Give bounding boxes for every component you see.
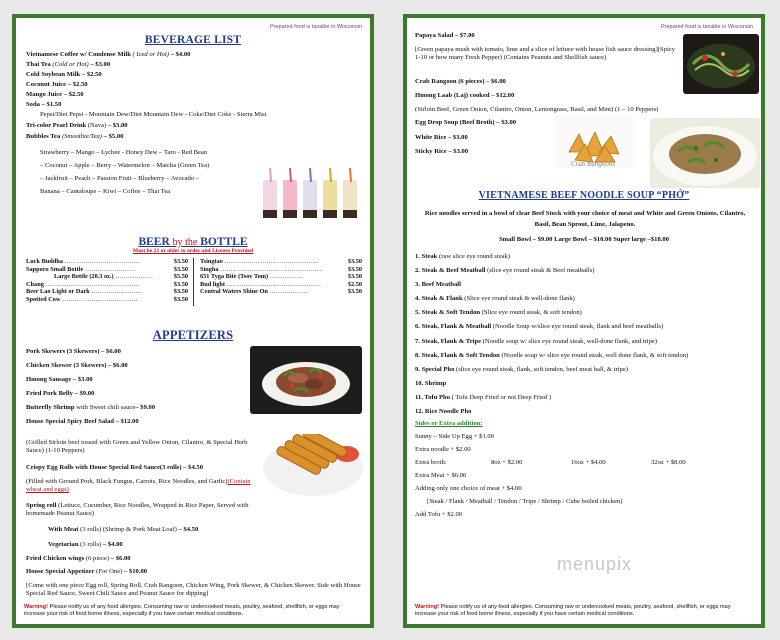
list-item: 12. Rice Noodle Pho [415, 408, 472, 416]
list-item: Chicken Skewer (3 Skewers) – $6.00 [26, 362, 128, 369]
bubble-flavors: Strawberry – Mango – Lychee - Honey Dew – Taro - Red Bean – Coconut – Apple – Berry – Watermelon – Matcha (Green Tea) – Jackfruit – Peach – Passion Fruit – Blueberry – Avocado – Banana – Cantaloupe – Kiwi – Coffee – Thai Tea [40, 149, 210, 195]
list-item: 8. Steak, Flank & Soft Tendon (Noodle soup w/ slice eye round steak, well done flank, & soft tendon) [415, 351, 689, 359]
list-item: 7. Steak, Flank & Tripe (Noodle soup w/ slice eye round steak, well-done flank, and tripe) [415, 337, 658, 345]
list-item: Adding only one choice of meat + $4.00 [415, 485, 522, 492]
list-item: 3. Beef Meatball [415, 281, 461, 289]
beer-list-left [26, 258, 188, 304]
beverage-title: BEVERAGE LIST [144, 34, 242, 46]
laab-item: Hmong Laab (Laj) cooked – $12.00 [415, 92, 515, 99]
list-item: Beer Lao Light or Dark …………………… $3.50 [26, 288, 188, 296]
list-item: Luck Buddha ……………………………… $3.50 [26, 258, 188, 265]
list-item: Singha …………………………………………. $3.50 [200, 265, 362, 273]
list-item: Fried Pork Belly – $9.00 [26, 390, 95, 397]
allergy-warning: Warning! Please notify us of any food allergies. Consuming raw or undercooked meats, poultry, seafood, shellfish, or eggs may increase your risk of food borne illness, especially if you have certain medical conditions. [415, 604, 731, 617]
list-item: Coconut Juice – $2.50 [26, 81, 88, 88]
list-item: Large Bottle (20.3 oz.) ……………… $5.50 [54, 273, 188, 281]
special-appetizer-desc: [Come with one piece Egg roll, Spring Roll, Crab Rangoon, Chicken Wing, Pork Skewer, & Chicken Skewer. Side with House Special Red Sauce, Sweet Chili Sauce and Peanut Sauce for dipping] [26, 582, 361, 597]
list-item: Sapporo Small Bottle …………………… $3.50 [26, 265, 188, 273]
list-item: Central Waters Shine On ……………… $3.50 [200, 288, 362, 296]
list-item: Thai Tea (Cold or Hot) – $3.00 [26, 61, 111, 68]
list-item: Sunny – Side Up Egg + $1.00 [415, 433, 494, 440]
menu-page-left [12, 14, 374, 628]
appetizers-title: APPETIZERS [152, 328, 234, 342]
beef-salad-desc: (Grilled Sirloin beef tossed with Green and Yellow Onion, Cilantro, & Special Herb Sauce) (1-10 Peppers) [26, 439, 248, 454]
list-item: 9. Special Pho (slice eye round steak, flank, soft tendon, beef meat ball, & tripe) [415, 365, 628, 373]
list-item: Vietnamese Coffee w/ Condense Milk ( Iced or Hot) – $4.00 [26, 51, 191, 58]
list-item: Spotted Cow ……………………………… $3.50 [26, 295, 188, 303]
papaya-item: Papaya Salad – $7.00 [415, 32, 475, 39]
list-item: Extra noodle + $2.00 [415, 446, 471, 453]
soda-list: Pepsi/Diet Pepsi - Mountain Dew/Diet Mountain Dew - Coke/Diet Coke - Sierra Mist [40, 111, 267, 118]
list-item: Mango Juice – $2.50 [26, 91, 84, 98]
white-rice-item: White Rice – $3.00 [415, 134, 468, 141]
pho-list [415, 250, 759, 419]
appetizers-title-wrap [16, 328, 370, 343]
egg-rolls-photo [261, 434, 365, 498]
sides-title: Sides or Extra addition: [415, 420, 483, 427]
list-item: Butterfly Shrimp with Sweet chili sauce– $9.00 [26, 404, 156, 411]
pho-title: VIETNAMESE BEEF NOODLE SOUP “PHỞ” [478, 190, 690, 201]
list-item: Extra Meat + $6.00 [415, 472, 467, 479]
list-item: 2. Steak & Beef Meatball (slice eye round steak & Beef meatballs) [415, 267, 595, 275]
egg-roll-desc: (Filled with Ground Pork, Black Fungus, Carrots, Rice Noodles, and Garlic)(Contain wheat and eggs) [26, 478, 251, 493]
list-item: Hmong Sausage – $3.00 [26, 376, 93, 383]
pho-intro: Rice noodles served in a bowl of clear Beef Stock with your choice of meat and White and Green Onions, Cilantro, Basil, Bean Sprout, Lime, Jalapeno. [424, 210, 746, 228]
laab-desc: (Sirloin Beef, Green Onion, Cilantro, Onion, Lemongrass, Basil, and Mint) (1 – 10 Peppers) [415, 106, 659, 113]
bubble-tea-photo [259, 166, 367, 224]
beer-subtitle: Must be 21 or older to order and License Provided [132, 248, 254, 254]
spring-roll-veg: Vegetarian (3 rolls) – $4.00 [48, 541, 123, 548]
list-item: Bubbles Tea (Smoothie/Tea) – $5.00 [26, 133, 124, 140]
list-item: Tsingtao ……………………………………… $3.50 [200, 258, 362, 265]
egg-roll-allergen: (Contain wheat and eggs) [26, 478, 251, 493]
list-item: 4. Steak & Flank (Slice eye round steak & well-done flank) [415, 295, 575, 303]
list-item: Chang ……………………………………… $3.50 [26, 280, 188, 288]
pho-sizes: Small Bowl – $9.00 Large Bowl – $10.00 Super large –$18.00 [498, 236, 670, 243]
sticky-rice-item: Sticky Rice – $3.00 [415, 148, 469, 155]
special-appetizer-item: House Special Appetizer (For One) – $10.00 [26, 568, 148, 575]
wings-item: Fried Chicken wings (6 piece) – $6.00 [26, 555, 131, 562]
list-item: 651 Tyga Bite (Tsov Tom) ……………. $3.50 [200, 273, 362, 281]
list-item: 1. Steak (raw slice eye round steak) [415, 253, 511, 260]
list-item: 11. Tofu Pho ( Tofu Deep Fried or not Deep Fried ) [415, 393, 552, 401]
spring-roll-item: Spring roll (Lettuce, Cucumber, Rice Noodles, Wrapped in Rice Paper, Served with homemade Peanut Sauce) [26, 502, 249, 517]
list-item: Pork Skewers (3 Skewers) – $6.00 [26, 348, 121, 355]
beef-salad-photo [250, 346, 362, 414]
allergy-warning: Warning! Please notify us of any food allergies. Consuming raw or undercooked meats, poultry, seafood, shellfish, or eggs may increase your risk of food borne illness, especially if you have certain medical conditions. [24, 604, 340, 617]
list-item: Add Tofu + $2.00 [415, 511, 463, 518]
appetizers-list [26, 348, 264, 426]
list-item: 5. Steak & Soft Tendon (Slice eye round steak, & soft tendon) [415, 309, 582, 317]
papaya-salad-photo [683, 34, 759, 94]
egg-drop-item: Egg Drop Soup (Beef Broth) – $3.00 [415, 119, 517, 126]
list-item: Soda – $1.50 [26, 101, 62, 108]
list-item: Cold Soybean Milk – $2.50 [26, 71, 102, 78]
papaya-desc: [Green papaya mush with tomato, lime and a slice of lettuce with house fish sauce dressing](Spicy 1-10 or how many Fresh Pepper) (Contains Peanuts and Shellfish sauce) [415, 46, 676, 61]
crab-rangoon-caption: Crab Rangoons [571, 160, 616, 168]
menu-page-right [403, 14, 765, 628]
watermark: menupix [557, 554, 633, 574]
list-item: 10. Shrimp [415, 379, 447, 387]
list-item: Bud light ……………………………………… $2.50 [200, 280, 362, 288]
egg-roll-item: Crispy Egg Rolls with House Special Red Sauce(3 rolls) – $4.50 [26, 464, 204, 471]
crab-rangoon-photo [555, 116, 635, 168]
beer-title: BEER by the BOTTLE [138, 236, 248, 248]
beer-section-header [16, 236, 370, 254]
tax-note: Prepared food is taxable in Wisconsin [269, 24, 362, 30]
crab-rangoon-item: Crab Rangoon (6 pieces) – $6.00 [415, 78, 506, 85]
sides-section [415, 420, 759, 519]
spring-roll-meat: With Meat (3 rolls) (Shrimp & Pork Meat Loaf) – $4.50 [48, 526, 199, 533]
beer-divider [193, 258, 194, 306]
meat-choices: [Steak / Flank / Meatball / Tendon / Tripe / Shrimp / Cube boiled chicken] [427, 498, 623, 505]
tax-note: Prepared food is taxable in Wisconsin [660, 24, 753, 30]
list-item: House Special Spicy Beef Salad – $12.00 [26, 418, 139, 425]
list-item: 6. Steak, Flank & Meatball (Noodle Soup w/slice eye round steak, flank and beef meatballs) [415, 323, 664, 331]
extra-broth-row: Extra broth: 8oz + $2.00 16oz + $4.00 32oz + $8.00 [415, 459, 686, 466]
list-item: Tri-color Pearl Drink (Nava) – $3.00 [26, 122, 128, 129]
pho-title-wrap [407, 190, 761, 201]
laab-photo [650, 118, 760, 188]
beer-list-right [200, 258, 362, 296]
